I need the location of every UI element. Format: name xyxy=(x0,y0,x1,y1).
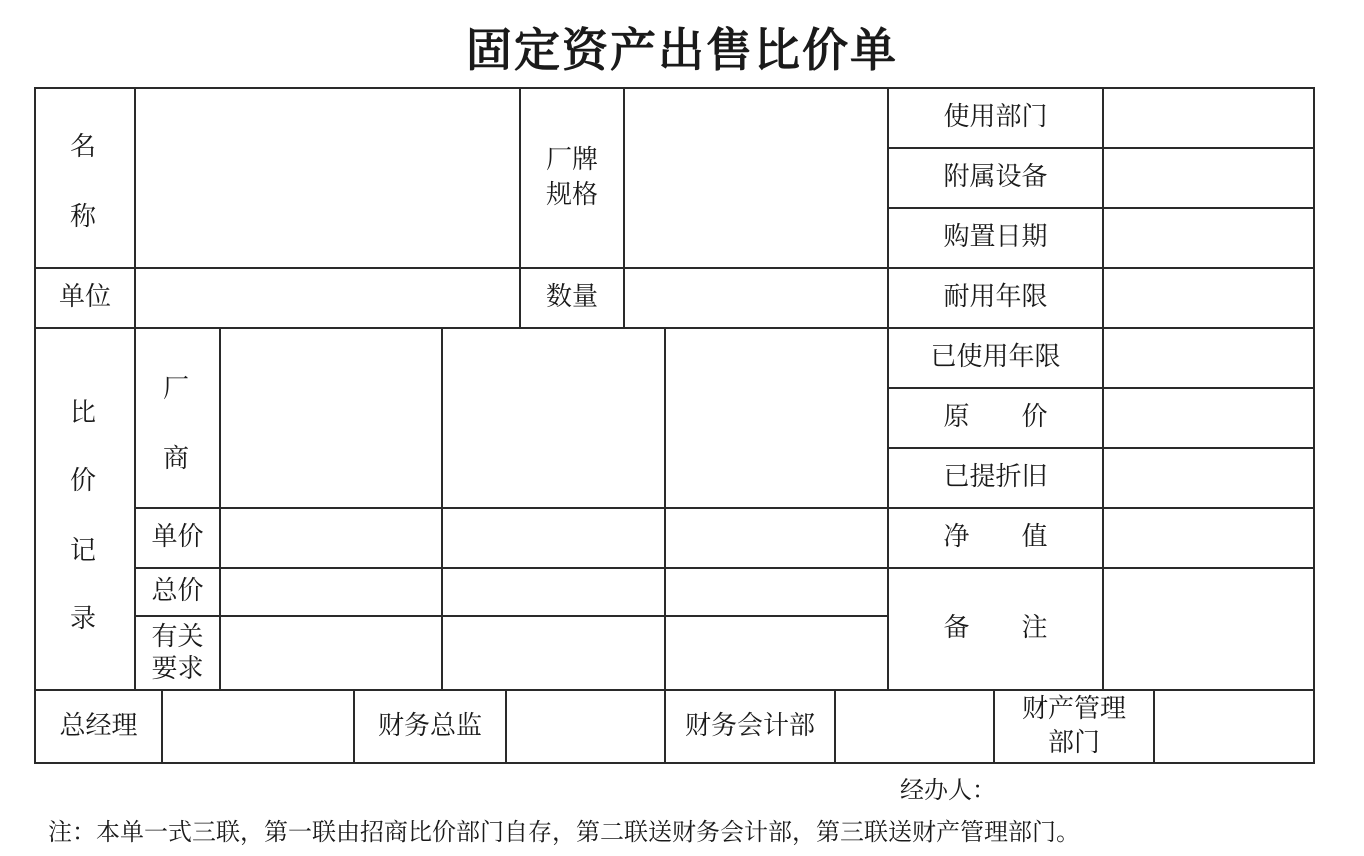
record-label-char-2: 价 xyxy=(70,466,97,496)
net-value-field[interactable] xyxy=(1104,509,1313,567)
record-label-char-1: 比 xyxy=(70,398,97,428)
record-label-char-4: 录 xyxy=(70,604,97,634)
remarks-label: 备 注 xyxy=(943,613,1048,644)
used-years-field[interactable] xyxy=(1104,329,1313,387)
total-price-2-field[interactable] xyxy=(443,569,664,615)
remarks-field[interactable] xyxy=(1104,569,1313,689)
original-price-label: 原 价 xyxy=(943,402,1048,433)
brand-spec-field[interactable] xyxy=(625,89,887,267)
asset-dept-label-line-2: 部门 xyxy=(1047,727,1100,758)
accounting-dept-label: 财务会计部 xyxy=(684,710,815,741)
finance-director-signature-field[interactable] xyxy=(507,691,664,762)
requirements-label xyxy=(136,617,219,689)
asset-dept-label-line-1: 财产管理 xyxy=(1021,693,1126,724)
useful-life-field[interactable] xyxy=(1104,269,1313,327)
used-years-label: 已使用年限 xyxy=(930,342,1061,373)
handler-label: 经办人： xyxy=(900,776,996,804)
unit-price-3-field[interactable] xyxy=(666,509,887,567)
unit-price-2-field[interactable] xyxy=(443,509,664,567)
vendor-1-field[interactable] xyxy=(221,329,441,507)
total-price-label: 总价 xyxy=(151,576,204,607)
name-field[interactable] xyxy=(136,89,519,267)
requirements-label-line-1: 有关 xyxy=(151,621,204,652)
dept-label: 使用部门 xyxy=(943,102,1048,133)
total-price-1-field[interactable] xyxy=(221,569,441,615)
vendor-3-field[interactable] xyxy=(666,329,887,507)
requirements-1-field[interactable] xyxy=(221,617,441,689)
purchase-date-field[interactable] xyxy=(1104,209,1313,267)
net-value-label: 净 值 xyxy=(943,522,1048,553)
purchase-date-label: 购置日期 xyxy=(943,222,1048,253)
unit-field[interactable] xyxy=(136,269,519,327)
name-label-char-2: 称 xyxy=(70,202,97,232)
vendor-2-field[interactable] xyxy=(443,329,664,507)
asset-dept-label xyxy=(995,691,1153,762)
vendor-label-char-1: 厂 xyxy=(163,374,190,404)
accessory-label: 附属设备 xyxy=(943,162,1048,193)
requirements-label-line-2: 要求 xyxy=(151,654,204,684)
original-price-field[interactable] xyxy=(1104,389,1313,447)
brand-spec-label xyxy=(521,89,623,267)
quantity-field[interactable] xyxy=(625,269,887,327)
brand-spec-label-line-1: 厂牌 xyxy=(545,144,598,175)
unit-price-label: 单价 xyxy=(151,522,204,553)
depreciation-label: 已提折旧 xyxy=(943,462,1048,493)
brand-spec-label-line-2: 规格 xyxy=(545,180,598,210)
footnote: 注：本单一式三联，第一联由招商比价部门自存，第二联送财务会计部，第三联送财产管理部门。 xyxy=(48,818,1080,846)
general-manager-label: 总经理 xyxy=(59,710,138,741)
asset-dept-signature-field[interactable] xyxy=(1155,691,1313,762)
requirements-2-field[interactable] xyxy=(443,617,664,689)
unit-price-1-field[interactable] xyxy=(221,509,441,567)
accessory-field[interactable] xyxy=(1104,149,1313,207)
requirements-3-field[interactable] xyxy=(666,617,887,689)
quantity-label: 数量 xyxy=(545,282,598,313)
total-price-3-field[interactable] xyxy=(666,569,887,615)
accounting-dept-signature-field[interactable] xyxy=(836,691,993,762)
name-label-char-1: 名 xyxy=(70,132,97,162)
finance-director-label: 财务总监 xyxy=(377,710,482,741)
record-label-char-3: 记 xyxy=(70,536,97,566)
unit-label: 单位 xyxy=(58,282,111,313)
dept-field[interactable] xyxy=(1104,89,1313,147)
useful-life-label: 耐用年限 xyxy=(943,282,1048,313)
vendor-label-char-2: 商 xyxy=(163,444,190,474)
depreciation-field[interactable] xyxy=(1104,449,1313,507)
general-manager-signature-field[interactable] xyxy=(163,691,353,762)
form-title: 固定资产出售比价单 xyxy=(466,23,898,77)
